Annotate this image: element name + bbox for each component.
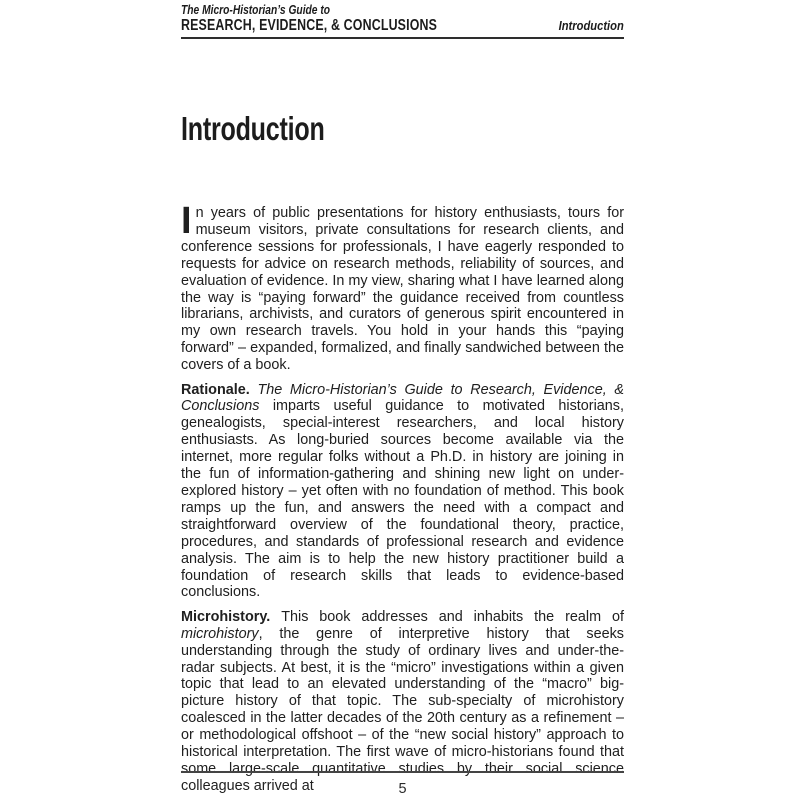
paragraph-text: n years of public presentations for history enthusiasts, tours for museum visitors, private consultations for research clients, and conference sessions for professionals, I have eagerly responded to requests for advice on research methods, reliability of sources, and evaluation of evidence. In my view, sharing what I have learned along the way is “paying forward” the guidance received from countless librarians, archivists, and curators of generous spirit encountered in my own research travels. You hold in your hands this “paying forward” – expanded, formalized, and finally sandwiched between the covers of a book. bbox=[181, 205, 624, 374]
paragraph-rationale bbox=[181, 382, 624, 602]
paragraph-text: Rationale. The Micro-Historian’s Guide to Research, Evidence, & Conclusions imparts useful guidance to motivated historians, genealogists, special-interest researchers, and local history enthusiasts. As long-buried sources become available via the internet, more regular folks without a Ph.D. in history are joining in the fun of information-gathering and shining new light on under-explored history – yet often with no foundation of method. This book ramps up the fun, and answers the need with a compact and straightforward overview of the foundational theory, practice, procedures, and standards of professional research and evidence analysis. The aim is to help the new history practitioner build a foundation of research skills that leads to evidence-based conclusions. bbox=[181, 381, 624, 601]
header-rule bbox=[181, 37, 624, 39]
series-title: The Micro-Historian’s Guide to bbox=[181, 3, 331, 17]
book-title: RESEARCH, EVIDENCE, & CONCLUSIONS bbox=[181, 17, 438, 34]
page-column bbox=[181, 0, 624, 808]
paragraph-intro bbox=[181, 200, 624, 374]
running-header-left bbox=[181, 3, 501, 34]
dropcap: I bbox=[181, 200, 192, 242]
page-number: 5 bbox=[398, 781, 407, 797]
paragraph-microhistory bbox=[181, 609, 624, 795]
footer-rule bbox=[181, 771, 624, 773]
body-text bbox=[181, 200, 624, 795]
chapter-title: Introduction bbox=[181, 110, 325, 147]
running-header-chapter-label: Introduction bbox=[558, 18, 624, 33]
running-header bbox=[181, 0, 624, 34]
paragraph-text: Microhistory. This book addresses and inhabits the realm of microhistory, the genre of interpretive history that seeks understanding through the study of ordinary lives and under-the-radar subjects. At best, it is the “micro” investigations within a given topic that lead to an elevated understanding of the “macro” big-picture history of that topic. The sub-specialty of microhistory coalesced in the latter decades of the 20th century as a refinement – or methodological offshoot – of the “new social history” approach to historical interpretation. The first wave of micro-historians found that some large-scale quantitative studies by their social science colleagues arrived at bbox=[181, 608, 624, 794]
